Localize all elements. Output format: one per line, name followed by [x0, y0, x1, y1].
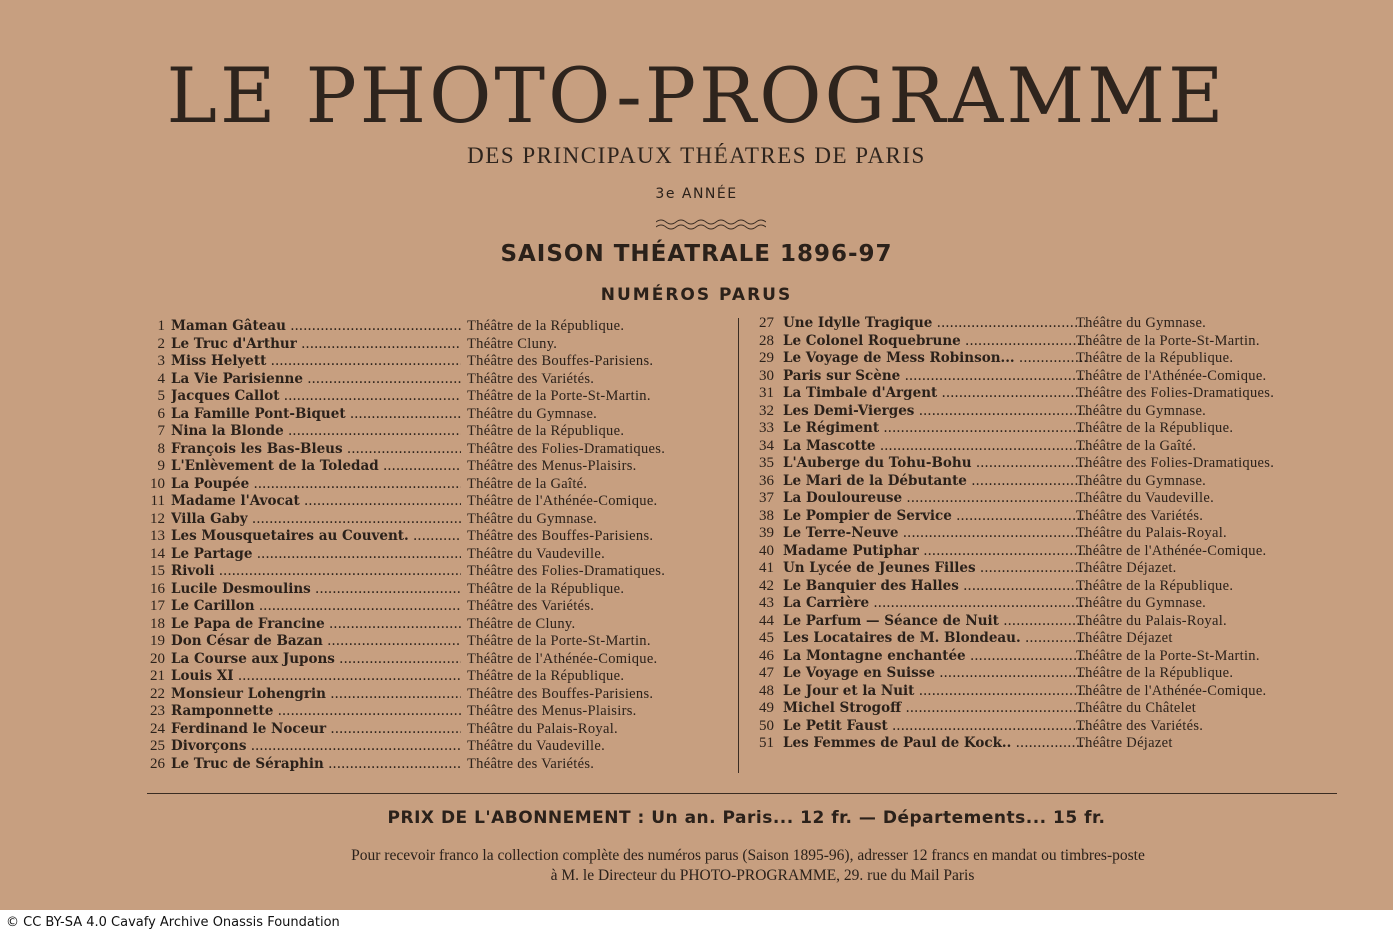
issue-number: 12	[150, 510, 165, 527]
issue-row	[140, 388, 740, 406]
play-title: Le Partage .....	[171, 546, 461, 562]
theatre-name: Théâtre de la Gaîté.	[467, 475, 588, 492]
issue-row	[140, 371, 740, 389]
play-title: Le Voyage en Suisse .....	[783, 665, 1088, 681]
play-title: Un Lycée de Jeunes Filles .....	[783, 560, 1088, 576]
play-title: La Montagne enchantée .....	[783, 648, 1088, 664]
play-title: Le Terre-Neuve .....	[783, 525, 1088, 541]
theatre-name: Théâtre de Cluny.	[467, 615, 576, 632]
issue-number: 16	[150, 580, 165, 597]
theatre-name: Théâtre de la République.	[1076, 665, 1234, 681]
play-title: Divorçons .....	[171, 738, 461, 754]
issue-number: 44	[759, 612, 774, 629]
issue-number: 2	[157, 335, 165, 352]
theatre-name: Théâtre du Gymnase.	[467, 510, 598, 527]
play-title: Une Idylle Tragique .....	[783, 315, 1088, 331]
issue-number: 5	[157, 388, 165, 404]
issue-row	[750, 648, 1350, 666]
theatre-name: Théâtre des Menus-Plaisirs.	[467, 703, 637, 719]
play-title: La Vie Parisienne .....	[171, 371, 461, 387]
play-title: La Carrière .....	[783, 595, 1088, 611]
subscription-price: PRIX DE L'ABONNEMENT : Un an. Paris... 12 fr. — Départements... 15 fr.	[387, 808, 1106, 828]
issue-row	[750, 350, 1350, 368]
issue-row	[750, 385, 1350, 403]
issue-row	[750, 613, 1350, 631]
theatre-name: Théâtre des Variétés.	[467, 755, 595, 772]
theatre-name: Théâtre du Gymnase.	[1076, 595, 1207, 611]
issue-row	[140, 651, 740, 669]
theatre-name: Théâtre de l'Athénée-Comique.	[1076, 367, 1267, 384]
issue-row	[140, 406, 740, 424]
theatre-name: Théâtre Déjazet	[1076, 630, 1173, 646]
theatre-name: Théâtre du Palais-Royal.	[1076, 525, 1227, 541]
play-title: Le Banquier des Halles .....	[783, 578, 1088, 594]
theatre-name: Théâtre de l'Athénée-Comique.	[467, 650, 658, 667]
issue-number: 50	[759, 717, 774, 734]
play-title: François les Bas-Bleus .....	[171, 441, 461, 457]
theatre-name: Théâtre des Folies-Dramatiques.	[467, 440, 666, 457]
theatre-name: Théâtre de la République.	[1076, 420, 1234, 436]
play-title: La Poupée .....	[171, 476, 461, 492]
play-title: Le Jour et la Nuit .....	[783, 683, 1088, 699]
theatre-name: Théâtre des Bouffes-Parisiens.	[467, 685, 654, 702]
theatre-name: Théâtre des Folies-Dramatiques.	[1076, 455, 1275, 471]
theatre-name: Théâtre du Palais-Royal.	[467, 720, 618, 737]
theatre-name: Théâtre des Bouffes-Parisiens.	[467, 353, 654, 369]
issue-number: 18	[150, 615, 165, 632]
theatre-name: Théâtre du Gymnase.	[1076, 315, 1207, 331]
issue-row	[750, 718, 1350, 736]
issue-row	[140, 703, 740, 721]
play-title: Le Pompier de Service .....	[783, 508, 1088, 524]
issue-row	[140, 756, 740, 774]
issue-number: 8	[157, 440, 165, 457]
issue-row	[750, 700, 1350, 718]
issue-row	[750, 473, 1350, 491]
issue-row	[750, 525, 1350, 543]
play-title: La Douloureuse .....	[783, 490, 1088, 506]
issue-number: 35	[759, 455, 774, 471]
issue-row	[750, 368, 1350, 386]
theatre-name: Théâtre de la République.	[467, 580, 625, 597]
issue-row	[140, 493, 740, 511]
season-heading: SAISON THÉATRALE 1896-97	[500, 241, 893, 267]
issue-number: 45	[759, 630, 774, 646]
play-title: Lucile Desmoulins .....	[171, 581, 461, 597]
issue-number: 23	[150, 703, 165, 719]
theatre-name: Théâtre Déjazet.	[1076, 560, 1177, 576]
issue-number: 25	[150, 738, 165, 754]
collection-note-line1: Pour recevoir franco la collection complète des numéros parus (Saison 1895-96), adresser 12 francs en mandat ou timbres-poste	[351, 847, 1145, 864]
year-label: 3e ANNÉE	[655, 186, 738, 202]
issue-number: 40	[759, 542, 774, 559]
issue-number: 15	[150, 563, 165, 579]
footer-rule	[147, 793, 1337, 794]
issue-row	[750, 595, 1350, 613]
collection-note-line2: à M. le Directeur du PHOTO-PROGRAMME, 29. rue du Mail Paris	[550, 867, 975, 884]
play-title: Les Mousquetaires au Couvent. .....	[171, 528, 461, 544]
issue-number: 27	[759, 315, 774, 331]
theatre-name: Théâtre de la République.	[467, 423, 625, 439]
play-title: Le Parfum — Séance de Nuit .....	[783, 613, 1088, 629]
issue-number: 37	[759, 490, 774, 506]
issue-number: 49	[759, 700, 774, 716]
issue-row	[140, 441, 740, 459]
issue-row	[140, 738, 740, 756]
theatre-name: Théâtre du Gymnase.	[467, 405, 598, 422]
issues-list-right	[750, 315, 1350, 753]
issue-row	[750, 630, 1350, 648]
theatre-name: Théâtre des Variétés.	[1076, 717, 1204, 734]
page-title: LE PHOTO-PROGRAMME	[166, 51, 1227, 140]
play-title: La Famille Pont-Biquet .....	[171, 406, 461, 422]
issue-row	[140, 686, 740, 704]
theatre-name: Théâtre de l'Athénée-Comique.	[467, 493, 658, 509]
issue-number: 33	[759, 420, 774, 436]
issue-row	[140, 353, 740, 371]
issue-number: 51	[759, 735, 774, 751]
column-divider	[738, 318, 739, 773]
issue-row	[140, 721, 740, 739]
theatre-name: Théâtre de la Gaîté.	[1076, 437, 1197, 454]
issue-number: 7	[157, 423, 165, 439]
issue-number: 6	[157, 405, 165, 422]
issue-number: 14	[150, 545, 165, 562]
theatre-name: Théâtre de l'Athénée-Comique.	[1076, 542, 1267, 559]
play-title: Maman Gâteau .....	[171, 318, 461, 334]
issue-number: 17	[150, 598, 165, 614]
play-title: Le Papa de Francine .....	[171, 616, 461, 632]
issue-row	[140, 668, 740, 686]
issue-number: 13	[150, 528, 165, 544]
issue-row	[140, 423, 740, 441]
theatre-name: Théâtre de la Porte-St-Martin.	[467, 388, 651, 404]
play-title: Louis XI .....	[171, 668, 461, 684]
theatre-name: Théâtre du Gymnase.	[1076, 402, 1207, 419]
theatre-name: Théâtre de la République.	[1076, 350, 1234, 366]
issue-number: 4	[157, 370, 165, 387]
theatre-name: Théâtre des Variétés.	[1076, 507, 1204, 524]
play-title: Paris sur Scène .....	[783, 368, 1088, 384]
issue-number: 36	[759, 472, 774, 489]
play-title: L'Auberge du Tohu-Bohu .....	[783, 455, 1088, 471]
theatre-name: Théâtre des Folies-Dramatiques.	[1076, 385, 1275, 401]
issue-number: 11	[150, 493, 165, 509]
play-title: Le Truc de Séraphin .....	[171, 756, 461, 772]
play-title: L'Enlèvement de la Toledad .....	[171, 458, 461, 474]
play-title: Ferdinand le Noceur .....	[171, 721, 461, 737]
play-title: Nina la Blonde .....	[171, 423, 461, 439]
theatre-name: Théâtre du Gymnase.	[1076, 472, 1207, 489]
issue-row	[750, 490, 1350, 508]
issue-number: 30	[759, 367, 774, 384]
issue-row	[140, 528, 740, 546]
theatre-name: Théâtre de la République.	[467, 318, 625, 334]
theatre-name: Théâtre du Vaudeville.	[467, 545, 605, 562]
wavy-ornament	[656, 218, 766, 230]
issue-row	[140, 633, 740, 651]
play-title: Michel Strogoff .....	[783, 700, 1088, 716]
theatre-name: Théâtre du Châtelet	[1076, 700, 1197, 716]
issue-number: 3	[157, 353, 165, 369]
theatre-name: Théâtre de la République.	[1076, 577, 1234, 594]
play-title: Le Colonel Roquebrune .....	[783, 333, 1088, 349]
play-title: La Timbale d'Argent .....	[783, 385, 1088, 401]
theatre-name: Théâtre Déjazet	[1076, 735, 1173, 751]
issue-row	[140, 598, 740, 616]
issue-number: 31	[759, 385, 774, 401]
theatre-name: Théâtre Cluny.	[467, 335, 558, 352]
issue-number: 39	[759, 525, 774, 541]
issue-number: 34	[759, 437, 774, 454]
issue-number: 32	[759, 402, 774, 419]
play-title: Le Truc d'Arthur .....	[171, 336, 461, 352]
play-title: La Course aux Jupons .....	[171, 651, 461, 667]
play-title: Le Régiment .....	[783, 420, 1088, 436]
play-title: Villa Gaby .....	[171, 511, 461, 527]
issue-row	[140, 511, 740, 529]
page-subtitle: DES PRINCIPAUX THÉATRES DE PARIS	[467, 143, 926, 168]
issue-row	[750, 665, 1350, 683]
play-title: Le Carillon .....	[171, 598, 461, 614]
issues-heading: NUMÉROS PARUS	[600, 285, 793, 305]
issue-number: 29	[759, 350, 774, 366]
issue-number: 24	[150, 720, 165, 737]
theatre-name: Théâtre des Folies-Dramatiques.	[467, 563, 666, 579]
issue-row	[140, 336, 740, 354]
theatre-name: Théâtre de la République.	[467, 668, 625, 684]
play-title: Rivoli .....	[171, 563, 461, 579]
theatre-name: Théâtre du Vaudeville.	[1076, 490, 1214, 506]
issue-row	[750, 508, 1350, 526]
issue-row	[750, 333, 1350, 351]
issue-row	[750, 438, 1350, 456]
issue-number: 26	[150, 755, 165, 772]
theatre-name: Théâtre du Vaudeville.	[467, 738, 605, 754]
issue-number: 47	[759, 665, 774, 681]
play-title: Le Mari de la Débutante .....	[783, 473, 1088, 489]
play-title: Madame l'Avocat .....	[171, 493, 461, 509]
issue-row	[750, 578, 1350, 596]
issue-row	[140, 616, 740, 634]
theatre-name: Théâtre des Bouffes-Parisiens.	[467, 528, 654, 544]
issue-number: 22	[150, 685, 165, 702]
issue-row	[750, 315, 1350, 333]
play-title: Le Petit Faust .....	[783, 718, 1088, 734]
issue-row	[750, 420, 1350, 438]
play-title: Madame Putiphar .....	[783, 543, 1088, 559]
theatre-name: Théâtre de la Porte-St-Martin.	[467, 633, 651, 649]
theatre-name: Théâtre de la Porte-St-Martin.	[1076, 647, 1260, 664]
issue-number: 43	[759, 595, 774, 611]
play-title: Les Demi-Vierges .....	[783, 403, 1088, 419]
play-title: Les Femmes de Paul de Kock.. .....	[783, 735, 1088, 751]
theatre-name: Théâtre des Variétés.	[467, 370, 595, 387]
issues-list-left	[140, 318, 740, 773]
issue-number: 1	[157, 318, 165, 334]
play-title: Don César de Bazan .....	[171, 633, 461, 649]
issue-number: 21	[150, 668, 165, 684]
theatre-name: Théâtre de l'Athénée-Comique.	[1076, 682, 1267, 699]
issue-row	[750, 683, 1350, 701]
issue-row	[140, 318, 740, 336]
issue-number: 48	[759, 682, 774, 699]
play-title: Ramponnette .....	[171, 703, 461, 719]
issue-number: 20	[150, 650, 165, 667]
issue-number: 9	[157, 458, 165, 474]
theatre-name: Théâtre de la Porte-St-Martin.	[1076, 332, 1260, 349]
play-title: Les Locataires de M. Blondeau. .....	[783, 630, 1088, 646]
issue-row	[750, 455, 1350, 473]
issue-number: 41	[759, 560, 774, 576]
issue-row	[140, 581, 740, 599]
issue-number: 42	[759, 577, 774, 594]
play-title: Miss Helyett .....	[171, 353, 461, 369]
play-title: La Mascotte .....	[783, 438, 1088, 454]
issue-row	[750, 735, 1350, 753]
issue-number: 46	[759, 647, 774, 664]
issue-row	[140, 563, 740, 581]
issue-number: 10	[150, 475, 165, 492]
theatre-name: Théâtre des Menus-Plaisirs.	[467, 458, 637, 474]
issue-row	[750, 403, 1350, 421]
issue-row	[750, 560, 1350, 578]
issue-number: 38	[759, 507, 774, 524]
issue-row	[750, 543, 1350, 561]
issue-number: 28	[759, 332, 774, 349]
play-title: Le Voyage de Mess Robinson... .....	[783, 350, 1088, 366]
theatre-name: Théâtre du Palais-Royal.	[1076, 612, 1227, 629]
archive-credit: © CC BY-SA 4.0 Cavafy Archive Onassis Foundation	[6, 915, 340, 930]
issue-row	[140, 458, 740, 476]
issue-number: 19	[150, 633, 165, 649]
play-title: Jacques Callot .....	[171, 388, 461, 404]
issue-row	[140, 476, 740, 494]
theatre-name: Théâtre des Variétés.	[467, 598, 595, 614]
play-title: Monsieur Lohengrin .....	[171, 686, 461, 702]
issue-row	[140, 546, 740, 564]
